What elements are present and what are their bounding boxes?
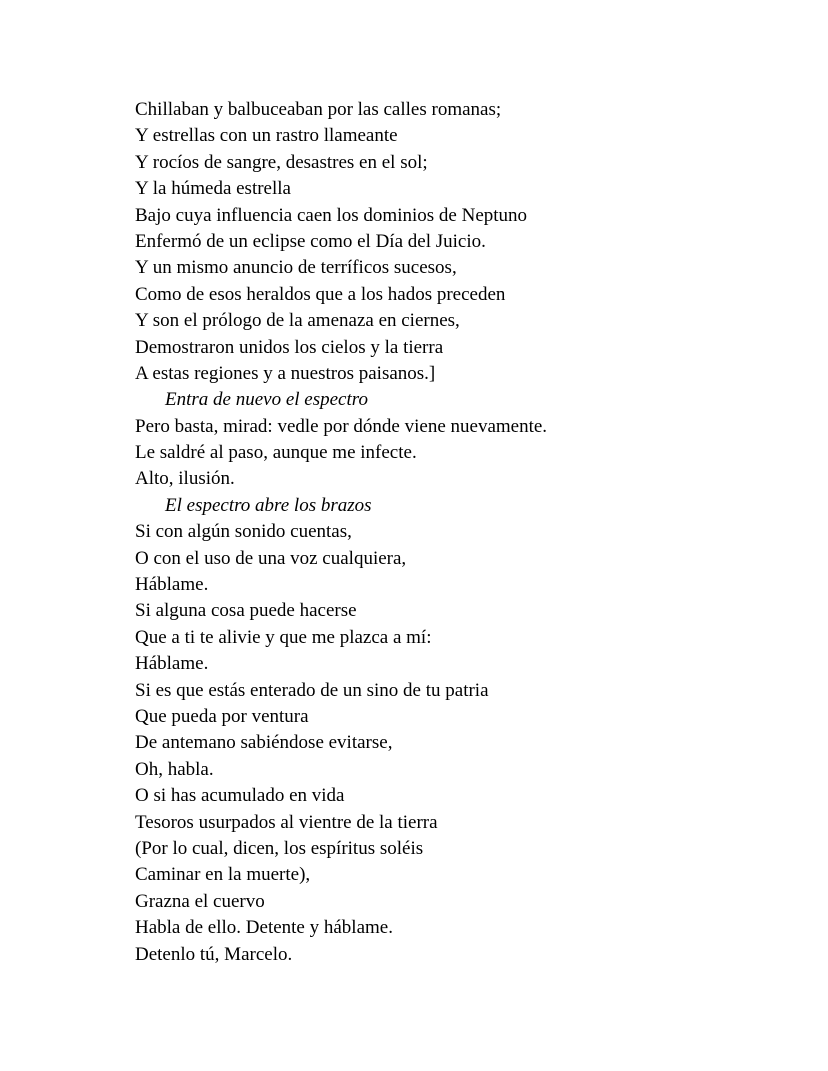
verse-line: Si con algún sonido cuentas,: [135, 521, 352, 543]
verse-line: Grazna el cuervo: [135, 890, 265, 912]
verse-line: Chillaban y balbuceaban por las calles romanas;: [135, 99, 502, 120]
play-text: [135, 97, 795, 968]
verse-line: Caminar en la muerte),: [135, 864, 311, 886]
verse-line: Y un mismo anuncio de terríficos sucesos,: [135, 257, 457, 279]
verse-line: Y estrellas con un rastro llameante: [135, 125, 398, 147]
verse-line: A estas regiones y a nuestros paisanos.]: [135, 362, 436, 384]
verse-line: Que a ti te alivie y que me plazca a mí:: [135, 626, 432, 648]
verse-line: Enfermó de un eclipse como el Día del Juicio.: [135, 230, 486, 252]
verse-line: Y rocíos de sangre, desastres en el sol;: [135, 151, 428, 173]
verse-line: Pero basta, mirad: vedle por dónde viene nuevamente.: [135, 415, 548, 437]
verse-line: O con el uso de una voz cualquiera,: [135, 547, 407, 569]
stage-direction: Entra de nuevo el espectro: [165, 389, 368, 411]
verse-line: Tesoros usurpados al vientre de la tierra: [135, 811, 438, 833]
verse-line: Como de esos heraldos que a los hados preceden: [135, 283, 506, 305]
verse-line: De antemano sabiéndose evitarse,: [135, 732, 393, 754]
verse-line: Alto, ilusión.: [135, 468, 235, 490]
verse-line: Que pueda por ventura: [135, 705, 309, 727]
verse-line: Háblame.: [135, 653, 209, 675]
verse-line: O si has acumulado en vida: [135, 785, 345, 807]
verse-line: Háblame.: [135, 574, 209, 596]
verse-line: Si es que estás enterado de un sino de tu patria: [135, 679, 489, 701]
verse-line: Demostraron unidos los cielos y la tierra: [135, 336, 444, 358]
stage-direction: El espectro abre los brazos: [165, 494, 372, 516]
verse-line: Y son el prólogo de la amenaza en ciernes,: [135, 310, 460, 332]
verse-line: Le saldré al paso, aunque me infecte.: [135, 442, 417, 464]
verse-line: Bajo cuya influencia caen los dominios de Neptuno: [135, 204, 528, 226]
verse-line: Oh, habla.: [135, 758, 214, 780]
verse-line: (Por lo cual, dicen, los espíritus soléis: [135, 837, 424, 859]
verse-line: Si alguna cosa puede hacerse: [135, 600, 357, 622]
verse-line: Y la húmeda estrella: [135, 178, 291, 200]
verse-line: Habla de ello. Detente y háblame.: [135, 917, 393, 939]
verse-line: Detenlo tú, Marcelo.: [135, 943, 293, 965]
